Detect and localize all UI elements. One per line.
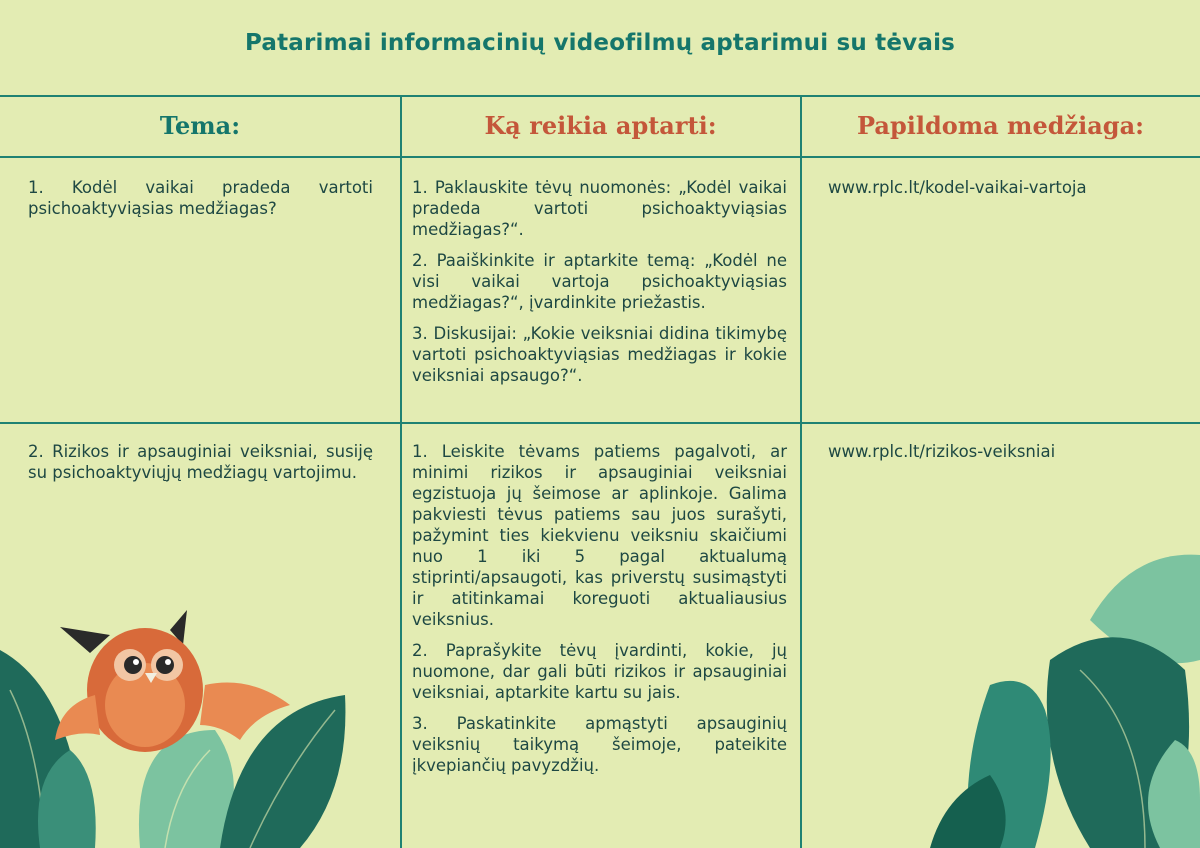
column-divider-1 (400, 95, 402, 848)
row1-item-1: 1. Paklauskite tėvų nuomonės: „Kodėl vaikai pradeda vartoti psichoaktyviąsias medžiagas?“. (412, 178, 787, 239)
row1-link[interactable]: www.rplc.lt/kodel-vaikai-vartoja (828, 178, 1087, 197)
row2-topic: 2. Rizikos ir apsauginiai veiksniai, susiję su psichoaktyviųjų medžiagų vartojimu. (28, 442, 373, 482)
header-topic: Tema: (159, 111, 241, 140)
header-material: Papildoma medžiaga: (857, 111, 1144, 140)
row1-topic: 1. Kodėl vaikai pradeda vartoti psichoaktyviąsias medžiagas? (28, 178, 373, 218)
row2-topic-cell (28, 441, 373, 493)
header-discuss: Ką reikia aptarti: (484, 111, 717, 140)
row2-link[interactable]: www.rplc.lt/rizikos-veiksniai (828, 442, 1056, 461)
row1-item-2: 2. Paaiškinkite ir aptarkite temą: „Kodėl ne visi vaikai vartoja psichoaktyviąsias medžiagas?“, įvardinkite priežastis. (412, 251, 787, 312)
row2-discussion-cell (412, 441, 787, 786)
row1-topic-cell (28, 177, 373, 229)
row2-item-1: 1. Leiskite tėvams patiems pagalvoti, ar minimi rizikos ir apsauginiai veiksniai egzistuoja jų šeimose ar aplinkoje. Galima pakviesti tėvus patiems sau juos surašyti, pažymint ties kiekvienu veiksniu skaičiumi nuo 1 iki 5 pagal aktualumą stiprinti/apsaugoti, kas priverstų susimąstyti ir atitinkamai koreguoti aktualiausius veiksnius. (412, 442, 787, 629)
row2-item-2: 2. Paprašykite tėvų įvardinti, kokie, jų nuomone, dar gali būti rizikos ir apsauginiai veiksniai, aptarkite kartu su jais. (412, 641, 787, 702)
column-divider-2 (800, 95, 802, 848)
row2-item-3: 3. Paskatinkite apmąstyti apsauginių veiksnių taikymą šeimoje, pateikite įkvepiančių pavyzdžių. (412, 714, 787, 775)
row1-discussion-cell (412, 177, 787, 396)
row-divider (0, 422, 1200, 424)
advice-table (0, 95, 1200, 848)
row1-material-cell (828, 177, 1188, 208)
page-title: Patarimai informacinių videofilmų aptarimui su tėvais (244, 30, 956, 56)
row1-item-3: 3. Diskusijai: „Kokie veiksniai didina tikimybę vartoti psichoaktyviąsias medžiagas ir kokie veiksniai apsaugo?“. (412, 324, 787, 385)
row2-material-cell (828, 441, 1188, 472)
